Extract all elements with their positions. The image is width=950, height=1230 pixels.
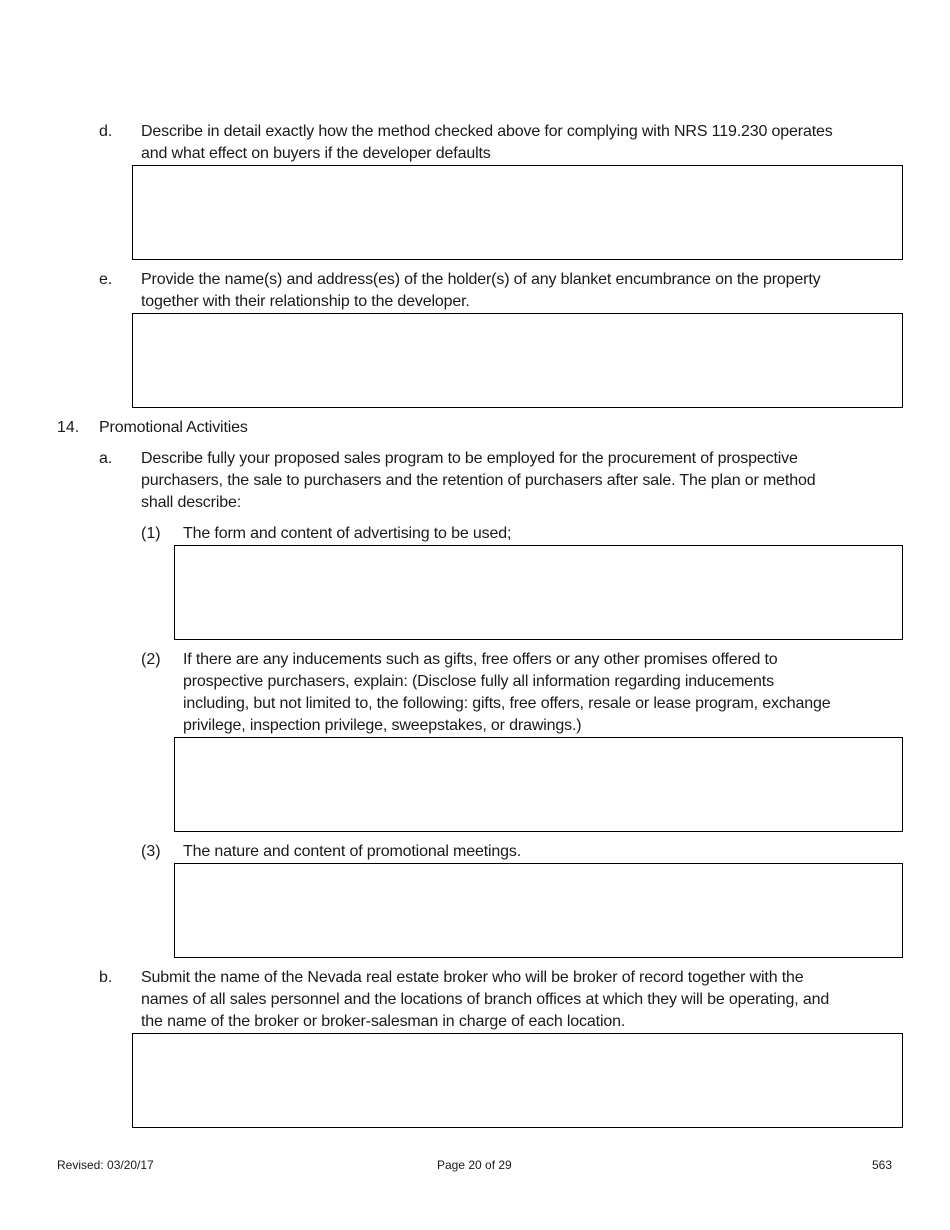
item-e-answer-field[interactable]	[132, 313, 903, 408]
sub-3-marker: (3)	[141, 843, 161, 860]
section-14-title: Promotional Activities	[99, 419, 248, 436]
item-e-text-line2: together with their relationship to the developer.	[141, 293, 470, 310]
item-b-text-line1: Submit the name of the Nevada real estate broker who will be broker of record together with the	[141, 969, 804, 986]
item-a-text-line3: shall describe:	[141, 494, 242, 511]
item-a-text-line1: Describe fully your proposed sales program to be employed for the procurement of prospective	[141, 450, 798, 467]
section-14-number: 14.	[57, 419, 80, 436]
item-a-marker: a.	[99, 450, 113, 467]
sub-2-text-line2: prospective purchasers, explain: (Disclose fully all information regarding inducements	[183, 673, 774, 690]
item-b-text-line2: names of all sales personnel and the locations of branch offices at which they will be operating, and	[141, 991, 830, 1008]
item-b-text-line3: the name of the broker or broker-salesman in charge of each location.	[141, 1013, 626, 1030]
sub-1-text: The form and content of advertising to be used;	[183, 525, 512, 542]
footer-revised-date: Revised: 03/20/17	[57, 1158, 154, 1172]
item-d-text-line2: and what effect on buyers if the developer defaults	[141, 145, 491, 162]
sub-3-text: The nature and content of promotional meetings.	[183, 843, 522, 860]
sub-2-text-line4: privilege, inspection privilege, sweepstakes, or drawings.)	[183, 717, 582, 734]
item-e-text-line1: Provide the name(s) and address(es) of the holder(s) of any blanket encumbrance on the property	[141, 271, 821, 288]
sub-1-marker: (1)	[141, 525, 161, 542]
item-d-marker: d.	[99, 123, 113, 140]
footer-form-number: 563	[872, 1158, 893, 1172]
sub-2-text-line3: including, but not limited to, the following: gifts, free offers, resale or lease program, exchange	[183, 695, 831, 712]
sub-2-text-line1: If there are any inducements such as gifts, free offers or any other promises offered to	[183, 651, 778, 668]
item-a-text-line2: purchasers, the sale to purchasers and the retention of purchasers after sale. The plan or method	[141, 472, 816, 489]
sub-1-answer-field[interactable]	[174, 545, 903, 640]
item-d-text-line1: Describe in detail exactly how the method checked above for complying with NRS 119.230 operates	[141, 123, 833, 140]
sub-3-answer-field[interactable]	[174, 863, 903, 958]
footer-page-number: Page 20 of 29	[437, 1158, 512, 1172]
sub-2-marker: (2)	[141, 651, 161, 668]
item-b-marker: b.	[99, 969, 113, 986]
item-e-marker: e.	[99, 271, 113, 288]
sub-2-answer-field[interactable]	[174, 737, 903, 832]
item-d-answer-field[interactable]	[132, 165, 903, 260]
item-b-answer-field[interactable]	[132, 1033, 903, 1128]
